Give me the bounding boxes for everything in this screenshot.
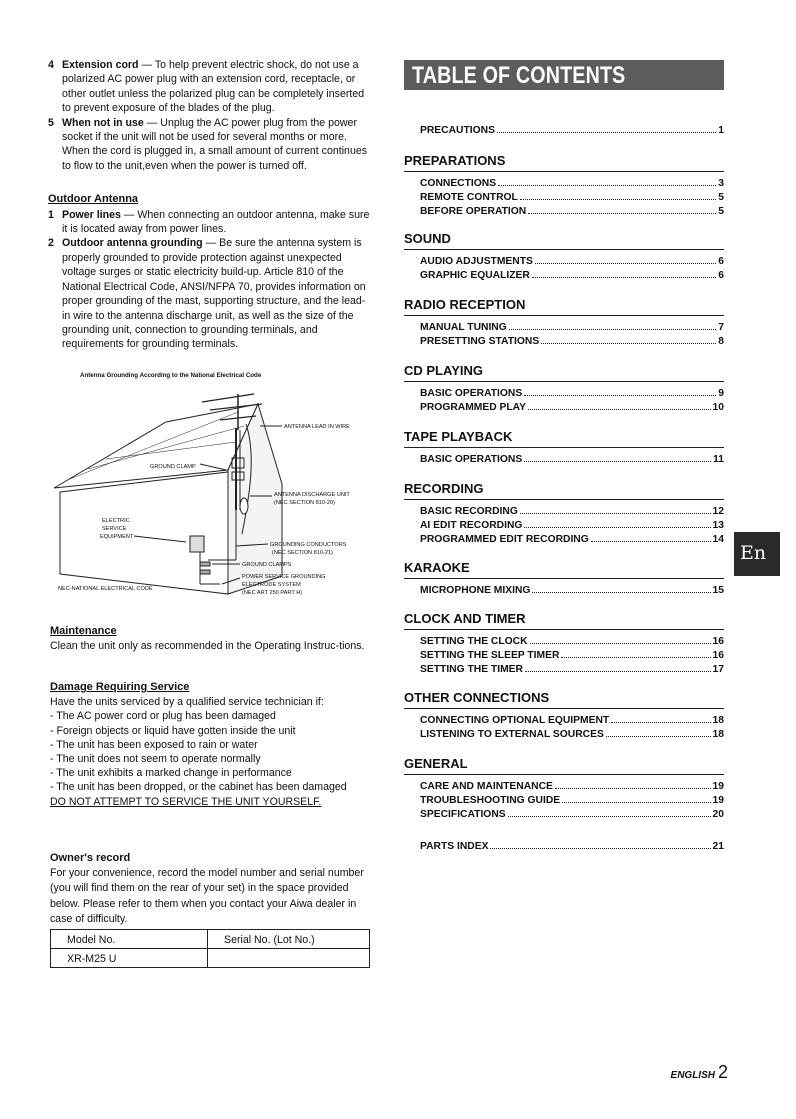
- toc-section: [404, 124, 724, 138]
- table-header-model: Model No.: [51, 930, 208, 949]
- toc-section-heading: CD PLAYING: [404, 363, 724, 382]
- label-nec: NEC-NATIONAL ELECTRICAL CODE: [58, 586, 153, 592]
- toc-entry-label: PROGRAMMED EDIT RECORDING: [420, 534, 589, 545]
- damage-bullet: - Foreign objects or liquid have gotten inside the unit: [50, 724, 296, 737]
- toc-entry-page: 8: [718, 336, 724, 347]
- toc-entry-page: 5: [718, 206, 724, 217]
- toc-leader-dots: [520, 513, 711, 514]
- toc-entry[interactable]: [404, 519, 724, 533]
- left-column: [48, 58, 370, 352]
- toc-entry-label: CONNECTIONS: [420, 178, 497, 189]
- toc-entry-page: 5: [718, 192, 724, 203]
- label-grounding-conductors: GROUNDING CONDUCTORS: [270, 542, 347, 548]
- toc-entry-label: AUDIO ADJUSTMENTS: [420, 256, 533, 267]
- label-nec-article: (NEC ART 250 PART H): [242, 590, 303, 596]
- owners-record-table: [50, 929, 370, 968]
- toc-leader-dots: [532, 592, 710, 593]
- toc-entry[interactable]: [404, 714, 724, 728]
- toc-section: [404, 840, 724, 854]
- item-title: Power lines: [62, 208, 121, 221]
- item-text: — To help prevent electric shock, do not use a polarized AC power plug with an extension cord, receptacle, or other outlet unless the polarized plug can be completely inserted to prevent exposure of the blades of the plug.: [62, 59, 365, 115]
- damage-intro: Have the units serviced by a qualified service technician if:: [50, 696, 324, 709]
- owners-record-heading: Owner's record: [50, 852, 131, 864]
- toc-entry[interactable]: [404, 205, 724, 219]
- toc-entry[interactable]: [404, 794, 724, 808]
- toc-entry-label: SPECIFICATIONS: [420, 809, 506, 820]
- toc-entry-label: BASIC OPERATIONS: [420, 388, 523, 399]
- diagram-caption: Antenna Grounding According to the National Electrical Code: [80, 372, 262, 379]
- toc-title-banner: [404, 60, 724, 90]
- toc-entry-label: CONNECTING OPTIONAL EQUIPMENT: [420, 715, 610, 726]
- toc-entry[interactable]: [404, 533, 724, 547]
- toc-entry-page: 13: [712, 520, 724, 531]
- toc-leader-dots: [508, 816, 711, 817]
- toc-entry[interactable]: [404, 635, 724, 649]
- toc-entry[interactable]: [404, 401, 724, 415]
- toc-entry-page: 12: [712, 506, 724, 517]
- toc-entry-label: PRECAUTIONS: [420, 125, 495, 136]
- toc-entry[interactable]: [404, 177, 724, 191]
- antenna-grounding-diagram: [50, 384, 370, 606]
- toc-leader-dots: [591, 541, 711, 542]
- toc-entry-page: 21: [712, 841, 724, 852]
- toc-section: [404, 481, 724, 547]
- toc-leader-dots: [555, 788, 711, 789]
- outdoor-antenna-heading: Outdoor Antenna: [48, 193, 139, 206]
- page-footer: [671, 1062, 728, 1083]
- toc-entry-page: 3: [718, 178, 724, 189]
- toc-entry[interactable]: [404, 649, 724, 663]
- label-electrode-system: ELECTRODE SYSTEM: [242, 582, 301, 588]
- toc-leader-dots: [611, 722, 710, 723]
- label-discharge-section: (NEC SECTION 810-20): [274, 500, 335, 506]
- toc-section-heading: OTHER CONNECTIONS: [404, 690, 724, 709]
- serial-value: [208, 949, 370, 968]
- label-lead-in-wire: ANTENNA LEAD IN WIRE: [284, 424, 350, 430]
- label-electric: ELECTRIC: [102, 518, 130, 524]
- toc-entry-page: 1: [718, 125, 724, 136]
- item-text: — Be sure the antenna system is properly grounded to provide protection against unexpected voltage surges or static electricity build-up. Article 810 of the National Electrical Code, ANSI/NFPA 70, provides information on proper grounding of the mast, supporting structure, and the lead-in wire to the antenna discharge unit, as well as the size of the grounding unit, connection to grounding terminals, and requirements for grounding terminals.: [62, 237, 366, 351]
- toc-section-heading: TAPE PLAYBACK: [404, 429, 724, 448]
- toc-leader-dots: [528, 213, 716, 214]
- toc-leader-dots: [497, 132, 716, 133]
- toc-entry-label: PRESETTING STATIONS: [420, 336, 540, 347]
- label-conductors-section: (NEC SECTION 810-21): [272, 550, 333, 556]
- page-number: 2: [717, 1062, 728, 1082]
- label-service: SERVICE: [102, 526, 127, 532]
- language-tab-label: En: [740, 542, 767, 564]
- toc-entry-label: TROUBLESHOOTING GUIDE: [420, 795, 561, 806]
- item-text: — When connecting an outdoor antenna, make sure it is located away from power lines.: [62, 208, 370, 236]
- toc-section: [404, 560, 724, 598]
- damage-heading: Damage Requiring Service: [50, 681, 190, 693]
- item-number: 5: [48, 116, 54, 129]
- toc-entry-label: LISTENING TO EXTERNAL SOURCES: [420, 729, 604, 740]
- toc-entry-page: 16: [712, 636, 724, 647]
- item-title: When not in use: [62, 116, 144, 129]
- toc-section: [404, 153, 724, 219]
- toc-section: [404, 690, 724, 742]
- toc-entry-label: PROGRAMMED PLAY: [420, 402, 527, 413]
- safety-item-antenna-grounding: [48, 236, 370, 351]
- toc-section-heading: GENERAL: [404, 756, 724, 775]
- toc-entry-label: BASIC RECORDING: [420, 506, 518, 517]
- maintenance-text: Clean the unit only as recommended in the Operating Instruc-tions.: [50, 640, 365, 653]
- safety-item-when-not-in-use: [48, 116, 370, 174]
- damage-section: [50, 680, 370, 809]
- toc-entry[interactable]: [404, 191, 724, 205]
- toc-entry-page: 9: [718, 388, 724, 399]
- toc-title: TABLE OF CONTENTS: [412, 62, 626, 89]
- item-number: 2: [48, 237, 54, 250]
- toc-entry-page: 19: [712, 781, 724, 792]
- toc-entry-page: 6: [718, 256, 724, 267]
- toc-section-heading: PREPARATIONS: [404, 153, 724, 172]
- toc-leader-dots: [498, 185, 716, 186]
- toc-entry-page: 16: [712, 650, 724, 661]
- toc-entry-label: CARE AND MAINTENANCE: [420, 781, 553, 792]
- table-of-contents: [404, 112, 724, 854]
- toc-leader-dots: [532, 277, 716, 278]
- language-tab: [734, 532, 780, 576]
- item-number: 1: [48, 208, 54, 221]
- toc-section-heading: CLOCK AND TIMER: [404, 611, 724, 630]
- table-header-serial: Serial No. (Lot No.): [208, 930, 370, 949]
- toc-entry[interactable]: [404, 780, 724, 794]
- toc-entry-page: 15: [712, 585, 724, 596]
- toc-entry[interactable]: [404, 269, 724, 283]
- item-title: Outdoor antenna grounding: [62, 237, 203, 250]
- item-title: Extension cord: [62, 59, 139, 71]
- toc-entry[interactable]: [404, 387, 724, 401]
- toc-leader-dots: [528, 409, 711, 410]
- toc-entry[interactable]: [404, 808, 724, 822]
- toc-leader-dots: [541, 343, 716, 344]
- maintenance-section: [50, 624, 370, 654]
- safety-item-extension-cord: [48, 58, 370, 116]
- toc-entry-page: 18: [712, 715, 724, 726]
- item-number: 4: [48, 59, 54, 71]
- toc-section-heading: SOUND: [404, 231, 724, 250]
- toc-entry-label: SETTING THE CLOCK: [420, 636, 528, 647]
- toc-entry-page: 17: [712, 664, 724, 675]
- toc-entry[interactable]: [404, 728, 724, 742]
- model-value: XR-M25 U: [51, 949, 208, 968]
- safety-item-power-lines: [48, 208, 370, 237]
- label-ground-clamps: GROUND CLAMPS: [242, 562, 292, 568]
- damage-bullet: - The unit has been exposed to rain or water: [50, 738, 258, 751]
- damage-bullet: - The unit exhibits a marked change in performance: [50, 767, 292, 780]
- label-equipment: EQUIPMENT: [100, 534, 134, 540]
- toc-section: [404, 297, 724, 349]
- toc-entry-page: 11: [713, 454, 724, 465]
- damage-bullet: - The AC power cord or plug has been damaged: [50, 710, 276, 723]
- toc-entry-page: 14: [712, 534, 724, 545]
- maintenance-heading: Maintenance: [50, 625, 117, 637]
- toc-entry-page: 7: [718, 322, 724, 333]
- label-discharge-unit: ANTENNA DISCHARGE UNIT: [274, 492, 350, 498]
- label-ground-clamp: GROUND CLAMP: [150, 464, 196, 470]
- toc-entry[interactable]: [404, 840, 724, 854]
- toc-entry-label: MANUAL TUNING: [420, 322, 507, 333]
- label-power-service: POWER SERVICE GROUNDING: [242, 574, 326, 580]
- toc-entry-label: AI EDIT RECORDING: [420, 520, 523, 531]
- toc-leader-dots: [606, 736, 711, 737]
- toc-entry[interactable]: [404, 321, 724, 335]
- toc-entry-page: 18: [712, 729, 724, 740]
- toc-leader-dots: [524, 527, 710, 528]
- toc-leader-dots: [520, 199, 716, 200]
- toc-entry[interactable]: [404, 663, 724, 677]
- toc-section-heading: RECORDING: [404, 481, 724, 500]
- toc-entry-label: BEFORE OPERATION: [420, 206, 527, 217]
- toc-entry[interactable]: [404, 255, 724, 269]
- toc-entry-label: GRAPHIC EQUALIZER: [420, 270, 530, 281]
- item-text: — Unplug the AC power plug from the power socket if the unit will not be used for several months or more. When the cord is plugged in, a small amount of current continues to flow to the unit,even when the power is turned off.: [62, 116, 368, 172]
- owners-record-text: For your convenience, record the model number and serial number (you will find them on the rear of your set) in the space provided below. Please refer to them when you contact your Aiwa dealer in case of difficulty.: [50, 867, 364, 925]
- toc-section-heading: RADIO RECEPTION: [404, 297, 724, 316]
- toc-entry[interactable]: [404, 505, 724, 519]
- toc-entry-page: 19: [712, 795, 724, 806]
- toc-leader-dots: [524, 461, 711, 462]
- toc-entry-label: MICROPHONE MIXING: [420, 585, 531, 596]
- toc-entry[interactable]: [404, 335, 724, 349]
- toc-entry-label: SETTING THE TIMER: [420, 664, 523, 675]
- toc-entry-label: PARTS INDEX: [420, 841, 489, 852]
- toc-entry-label: REMOTE CONTROL: [420, 192, 518, 203]
- damage-bullet: - The unit does not seem to operate normally: [50, 753, 261, 766]
- toc-entry-page: 10: [712, 402, 724, 413]
- table-row: [51, 930, 370, 949]
- toc-section: [404, 231, 724, 283]
- toc-entry-page: 20: [712, 809, 724, 820]
- house-wall: [60, 472, 228, 594]
- toc-leader-dots: [525, 671, 711, 672]
- damage-warning: DO NOT ATTEMPT TO SERVICE THE UNIT YOURSELF.: [50, 795, 322, 808]
- toc-entry-page: 6: [718, 270, 724, 281]
- toc-leader-dots: [535, 263, 716, 264]
- toc-entry[interactable]: [404, 584, 724, 598]
- toc-leader-dots: [561, 657, 710, 658]
- toc-entry[interactable]: [404, 453, 724, 467]
- table-row: [51, 949, 370, 968]
- toc-leader-dots: [562, 802, 710, 803]
- toc-leader-dots: [509, 329, 717, 330]
- toc-section: [404, 611, 724, 677]
- toc-entry-label: BASIC OPERATIONS: [420, 454, 523, 465]
- toc-section: [404, 429, 724, 467]
- footer-language: ENGLISH: [670, 1070, 715, 1081]
- toc-section-heading: KARAOKE: [404, 560, 724, 579]
- damage-bullet: - The unit has been dropped, or the cabinet has been damaged: [50, 781, 347, 794]
- toc-entry[interactable]: [404, 124, 724, 138]
- toc-leader-dots: [530, 643, 711, 644]
- toc-section: [404, 756, 724, 822]
- owners-record-section: [50, 851, 370, 927]
- toc-leader-dots: [490, 848, 710, 849]
- toc-entry-label: SETTING THE SLEEP TIMER: [420, 650, 560, 661]
- toc-section: [404, 363, 724, 415]
- toc-leader-dots: [524, 395, 716, 396]
